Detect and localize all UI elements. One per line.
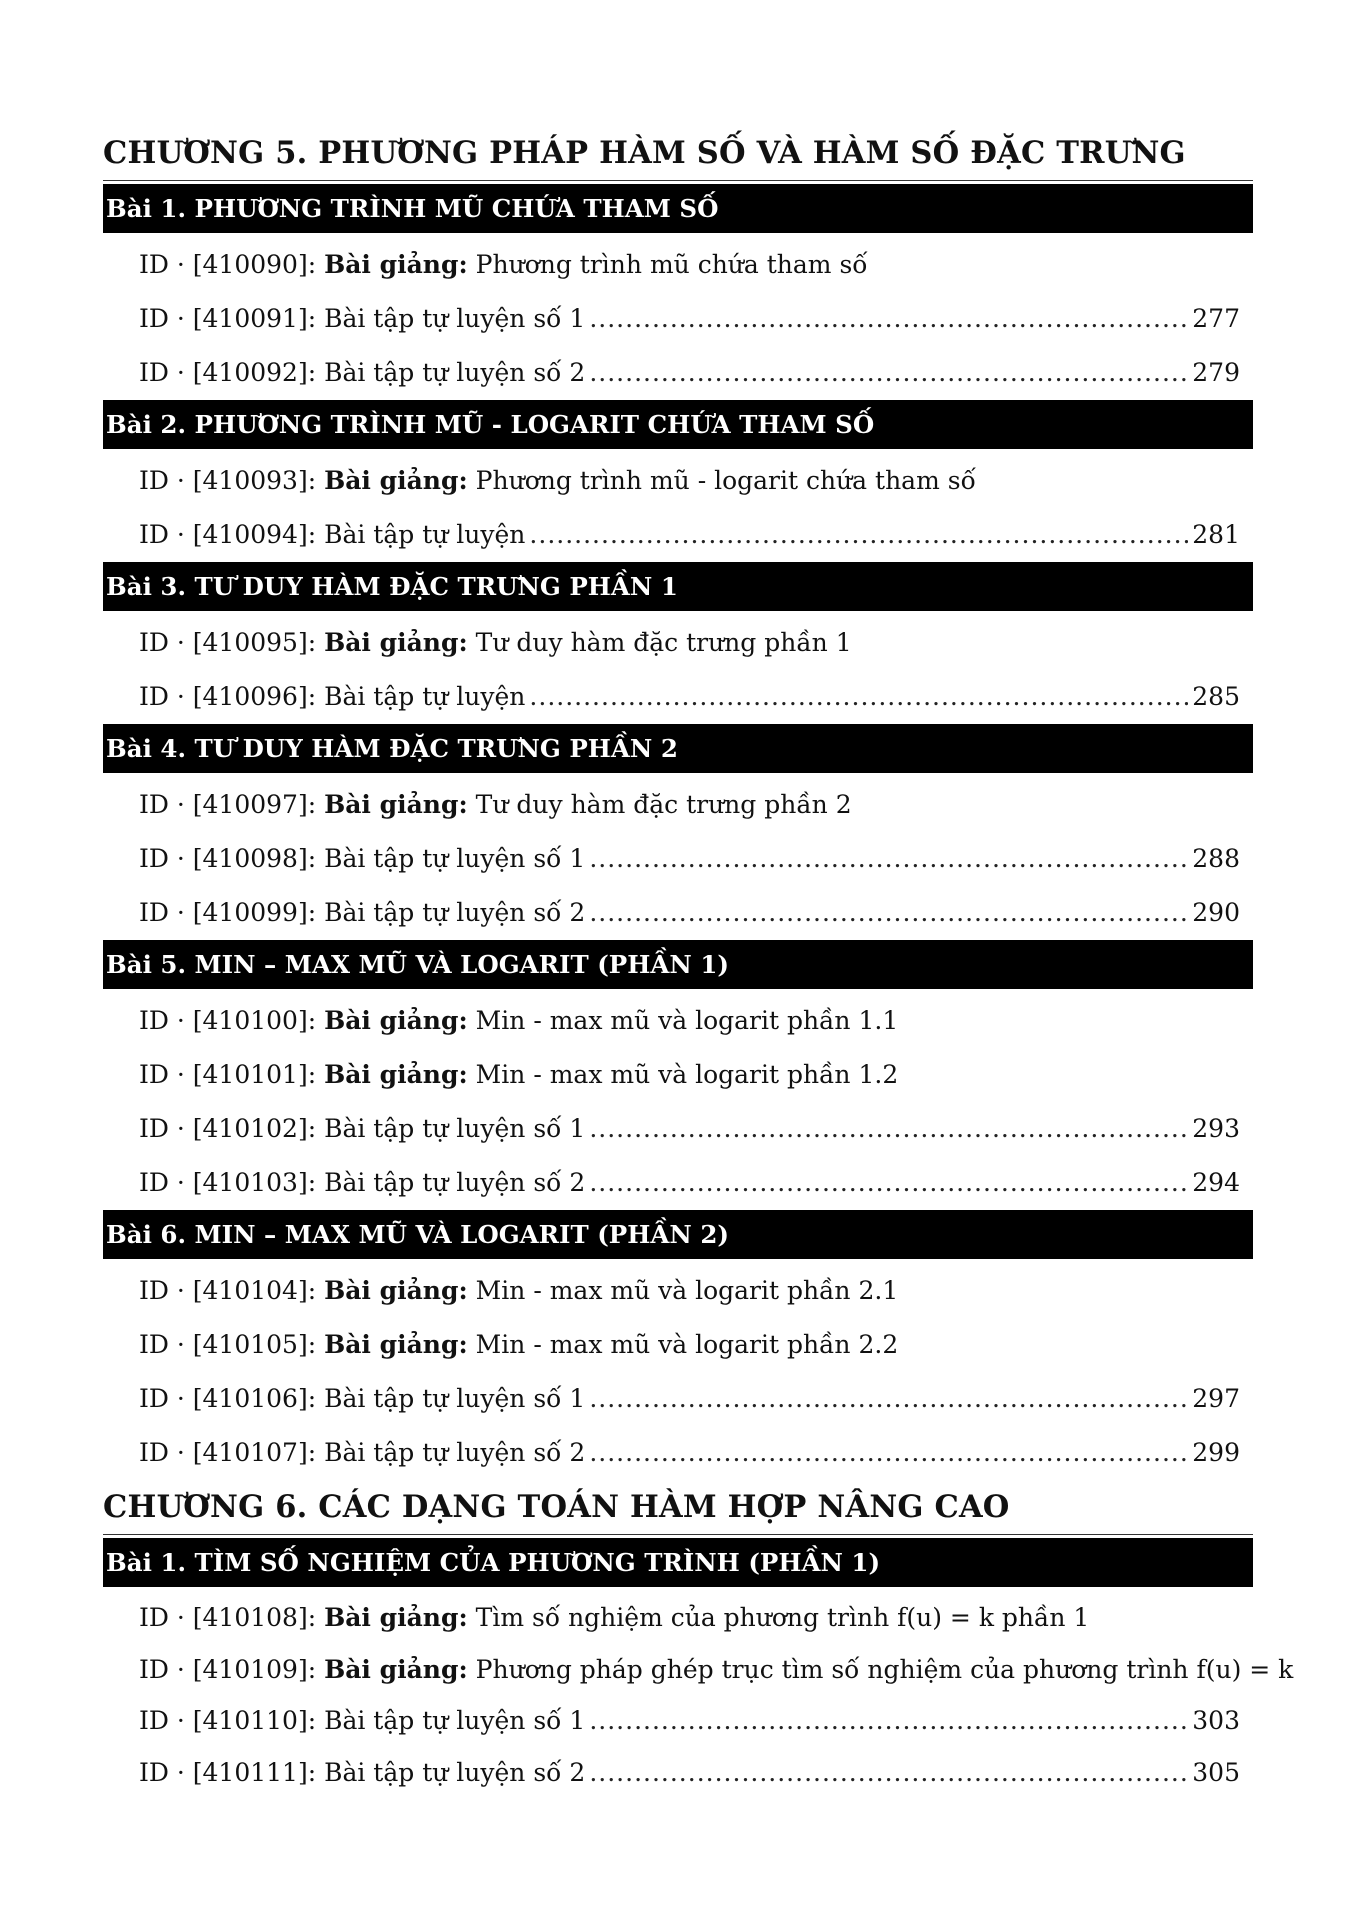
entry-list [103, 238, 1253, 400]
entry-id: ID · [410093]: [139, 466, 317, 495]
lesson-section [103, 184, 1253, 400]
toc-entry[interactable] [103, 1372, 1253, 1426]
entry-id: ID · [410104]: [139, 1276, 317, 1305]
entry-page-number: 299 [1192, 1438, 1240, 1467]
entry-id: ID · [410105]: [139, 1330, 317, 1359]
toc-entry[interactable] [103, 1747, 1253, 1799]
lesson-title-bar: Bài 6. MIN – MAX MŨ VÀ LOGARIT (PHẦN 2) [103, 1210, 1253, 1259]
entry-title: Bài tập tự luyện số 1 [324, 1114, 586, 1143]
lesson-title-bar: Bài 1. TÌM SỐ NGHIỆM CỦA PHƯƠNG TRÌNH (PHẦN 1) [103, 1538, 1253, 1587]
entry-title: Bài tập tự luyện số 1 [324, 844, 586, 873]
toc-entry[interactable] [103, 778, 1253, 832]
chapter-divider [103, 1534, 1253, 1535]
entry-title: Bài tập tự luyện số 1 [324, 304, 586, 333]
chapter-title: CHƯƠNG 6. CÁC DẠNG TOÁN HÀM HỢP NÂNG CAO [103, 1489, 1010, 1525]
lesson-title-bar: Bài 4. TƯ DUY HÀM ĐẶC TRƯNG PHẦN 2 [103, 724, 1253, 773]
dot-leader [589, 346, 1188, 400]
entry-id: ID · [410111]: [139, 1757, 317, 1787]
toc-entry[interactable] [103, 292, 1253, 346]
entry-title: Min - max mũ và logarit phần 2.2 [475, 1330, 899, 1359]
entry-id: ID · [410092]: [139, 358, 317, 387]
entry-type-label: Bài giảng: [324, 1060, 468, 1089]
entry-type-label: Bài giảng: [324, 466, 468, 495]
lesson-section [103, 1210, 1253, 1480]
entry-title: Bài tập tự luyện số 1 [324, 1706, 586, 1735]
entry-page-number: 277 [1192, 304, 1240, 333]
toc-entry[interactable] [103, 508, 1253, 562]
entry-page-number: 305 [1192, 1757, 1240, 1787]
entry-title: Bài tập tự luyện số 2 [324, 1757, 586, 1787]
entry-id: ID · [410102]: [139, 1114, 317, 1143]
dot-leader [589, 1695, 1188, 1747]
entry-id: ID · [410100]: [139, 1006, 317, 1035]
toc-entry[interactable] [103, 238, 1253, 292]
entry-title: Phương trình mũ chứa tham số [475, 250, 868, 279]
entry-page-number: 281 [1192, 520, 1240, 549]
entry-type-label: Bài giảng: [324, 628, 468, 657]
entry-page-number: 290 [1192, 898, 1240, 927]
entry-id: ID · [410110]: [139, 1706, 317, 1735]
entry-id: ID · [410094]: [139, 520, 317, 549]
toc-entry[interactable] [103, 1156, 1253, 1210]
toc-entry[interactable] [103, 1592, 1253, 1644]
entry-id: ID · [410096]: [139, 682, 317, 711]
entry-id: ID · [410095]: [139, 628, 317, 657]
entry-list [103, 778, 1253, 940]
dot-leader [589, 1372, 1188, 1426]
toc-entry[interactable] [103, 346, 1253, 400]
toc-entry[interactable] [103, 1426, 1253, 1480]
entry-type-label: Bài giảng: [324, 1330, 468, 1359]
toc-entry[interactable] [103, 1644, 1294, 1696]
toc-entry[interactable] [103, 1264, 1253, 1318]
entry-type-label: Bài giảng: [324, 1603, 468, 1632]
entry-list [103, 616, 1253, 724]
entry-title: Bài tập tự luyện số 2 [324, 1438, 586, 1467]
dot-leader [529, 670, 1188, 724]
entry-page-number: 279 [1192, 358, 1240, 387]
entry-type-label: Bài giảng: [324, 790, 468, 819]
entry-title: Tư duy hàm đặc trưng phần 2 [475, 790, 852, 819]
dot-leader [589, 1156, 1188, 1210]
lesson-title-bar: Bài 1. PHƯƠNG TRÌNH MŨ CHỨA THAM SỐ [103, 184, 1253, 233]
entry-type-label: Bài giảng: [324, 1276, 468, 1305]
entry-title: Phương pháp ghép trục tìm số nghiệm của phương trình f(u) = k [475, 1654, 1294, 1684]
entry-list [103, 1264, 1253, 1480]
entry-title: Tư duy hàm đặc trưng phần 1 [475, 628, 852, 657]
entry-list [103, 994, 1253, 1210]
entry-id: ID · [410091]: [139, 304, 317, 333]
entry-title: Min - max mũ và logarit phần 1.2 [475, 1060, 899, 1089]
entry-id: ID · [410090]: [139, 250, 317, 279]
entry-id: ID · [410109]: [139, 1654, 317, 1684]
entry-title: Bài tập tự luyện số 2 [324, 358, 586, 387]
entry-page-number: 293 [1192, 1114, 1240, 1143]
chapter-divider [103, 180, 1253, 181]
entry-page-number: 303 [1192, 1706, 1240, 1735]
entry-type-label: Bài giảng: [324, 1654, 468, 1684]
dot-leader [589, 832, 1188, 886]
entry-list [103, 454, 1253, 562]
lesson-title-bar: Bài 3. TƯ DUY HÀM ĐẶC TRƯNG PHẦN 1 [103, 562, 1253, 611]
entry-type-label: Bài giảng: [324, 250, 468, 279]
entry-page-number: 285 [1192, 682, 1240, 711]
dot-leader [589, 886, 1188, 940]
entry-title: Min - max mũ và logarit phần 2.1 [475, 1276, 899, 1305]
toc-entry[interactable] [103, 454, 1253, 508]
entry-page-number: 297 [1192, 1384, 1240, 1413]
chapter [103, 126, 1253, 1480]
entry-title: Bài tập tự luyện số 2 [324, 1168, 586, 1197]
entry-page-number: 294 [1192, 1168, 1240, 1197]
lesson-section [103, 940, 1253, 1210]
entry-id: ID · [410099]: [139, 898, 317, 927]
toc-entry[interactable] [103, 670, 1253, 724]
entry-id: ID · [410107]: [139, 1438, 317, 1467]
lesson-section [103, 1538, 1294, 1798]
entry-id: ID · [410103]: [139, 1168, 317, 1197]
entry-title: Bài tập tự luyện số 2 [324, 898, 586, 927]
lesson-section [103, 400, 1253, 562]
entry-id: ID · [410097]: [139, 790, 317, 819]
entry-id: ID · [410106]: [139, 1384, 317, 1413]
entry-title: Bài tập tự luyện số 1 [324, 1384, 586, 1413]
toc-entry[interactable] [103, 1318, 1253, 1372]
entry-title: Bài tập tự luyện [324, 520, 526, 549]
entry-title: Tìm số nghiệm của phương trình f(u) = k phần 1 [475, 1603, 1090, 1632]
toc-entry[interactable] [103, 1695, 1253, 1747]
lesson-section [103, 562, 1253, 724]
entry-title: Min - max mũ và logarit phần 1.1 [475, 1006, 899, 1035]
table-of-contents [103, 126, 1294, 1798]
dot-leader [589, 1102, 1188, 1156]
entry-id: ID · [410098]: [139, 844, 317, 873]
entry-list [103, 1592, 1294, 1798]
entry-title: Bài tập tự luyện [324, 682, 526, 711]
dot-leader [529, 508, 1188, 562]
chapter [103, 1480, 1294, 1798]
toc-entry[interactable] [103, 886, 1253, 940]
toc-entry[interactable] [103, 616, 1253, 670]
entry-id: ID · [410108]: [139, 1603, 317, 1632]
lesson-title-bar: Bài 2. PHƯƠNG TRÌNH MŨ - LOGARIT CHỨA THAM SỐ [103, 400, 1253, 449]
toc-entry[interactable] [103, 1102, 1253, 1156]
dot-leader [589, 1747, 1188, 1799]
toc-entry[interactable] [103, 832, 1253, 886]
entry-type-label: Bài giảng: [324, 1006, 468, 1035]
lesson-title-bar: Bài 5. MIN – MAX MŨ VÀ LOGARIT (PHẦN 1) [103, 940, 1253, 989]
entry-title: Phương trình mũ - logarit chứa tham số [475, 466, 976, 495]
entry-id: ID · [410101]: [139, 1060, 317, 1089]
entry-page-number: 288 [1192, 844, 1240, 873]
chapter-title: CHƯƠNG 5. PHƯƠNG PHÁP HÀM SỐ VÀ HÀM SỐ ĐẶC TRƯNG [103, 135, 1186, 171]
toc-entry[interactable] [103, 1048, 1253, 1102]
dot-leader [589, 292, 1188, 346]
toc-entry[interactable] [103, 994, 1253, 1048]
dot-leader [589, 1426, 1188, 1480]
lesson-section [103, 724, 1253, 940]
